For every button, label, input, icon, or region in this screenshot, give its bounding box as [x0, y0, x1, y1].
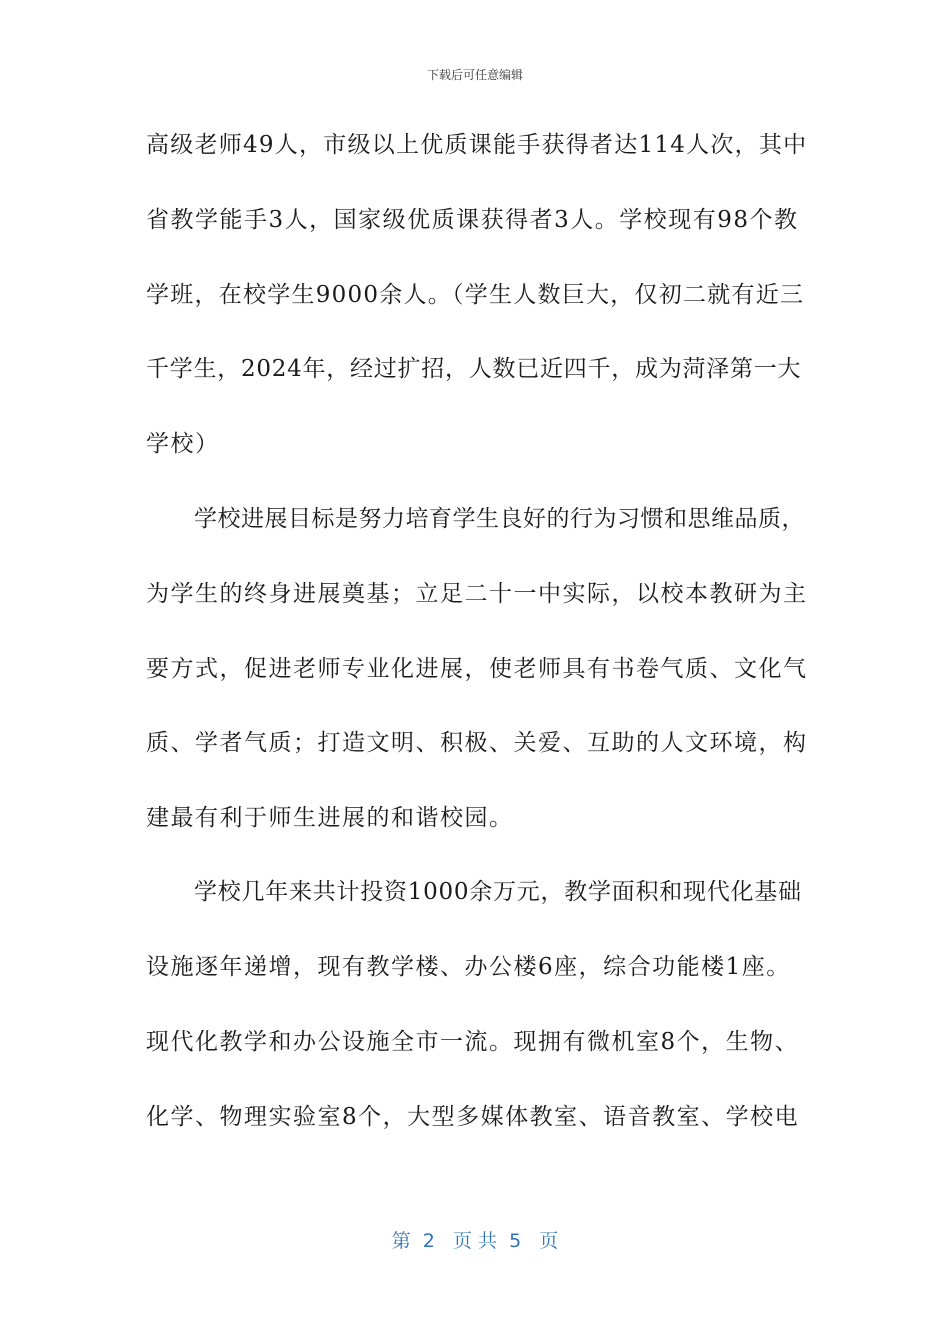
- text-line: 化学、物理实验室8个，大型多媒体教室、语音教室、学校电: [146, 1104, 800, 1130]
- text-line: 学校进展目标是努力培育学生良好的行为习惯和思维品质，: [194, 506, 805, 532]
- text-line: 质、学者气质；打造文明、积极、关爱、互助的人文环境，构: [146, 730, 808, 756]
- text-line: 学校）: [146, 431, 220, 457]
- text-line: 省教学能手3人，国家级优质课获得者3人。学校现有98个教: [146, 207, 799, 233]
- text-line: 千学生，2024年，经过扩招，人数已近四千，成为菏泽第一大: [146, 356, 802, 382]
- text-line: 要方式，促进老师专业化进展，使老师具有书卷气质、文化气: [146, 656, 808, 682]
- text-line: 现代化教学和办公设施全市一流。现拥有微机室8个，生物、: [146, 1029, 800, 1055]
- text-line: 建最有利于师生进展的和谐校园。: [146, 805, 514, 831]
- page-number-footer: 第 2 页 共 5 页: [391, 1230, 559, 1252]
- text-line: 高级老师49人，市级以上优质课能手获得者达114人次，其中: [146, 132, 808, 158]
- text-line: 学校几年来共计投资1000余万元，教学面积和现代化基础: [194, 879, 802, 905]
- text-line: 为学生的终身进展奠基；立足二十一中实际，以校本教研为主: [146, 581, 808, 607]
- text-line: 学班，在校学生9000余人。（学生人数巨大，仅初二就有近三: [146, 282, 805, 308]
- text-line: 设施逐年递增，现有教学楼、办公楼6座，综合功能楼1座。: [146, 954, 791, 980]
- page-header: 下载后可任意编辑: [426, 68, 523, 82]
